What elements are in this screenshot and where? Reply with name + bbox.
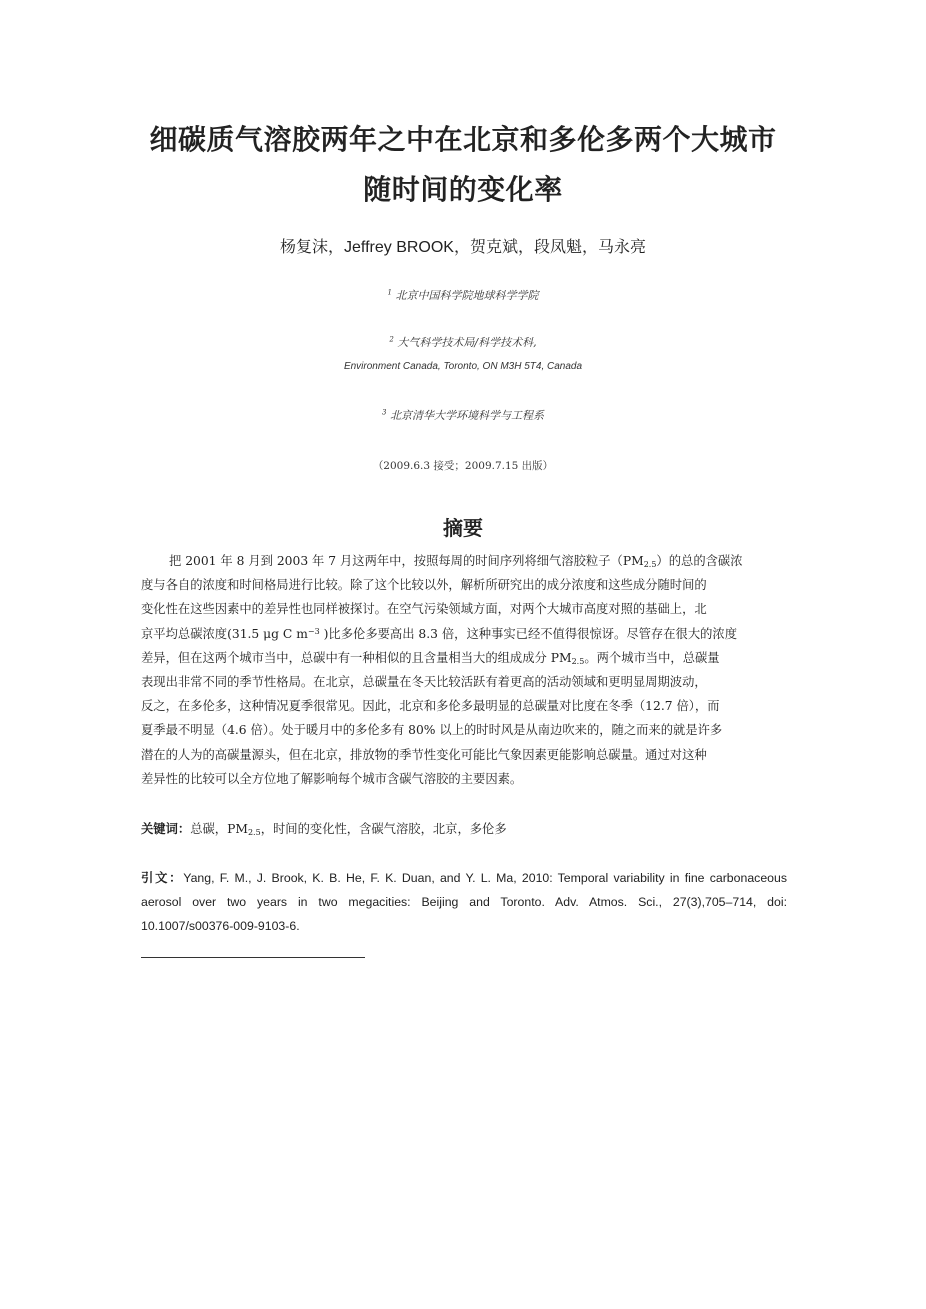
abstract-line: 度与各自的浓度和时间格局进行比较。除了这个比较以外，解析所研究出的成分浓度和这些成分随时间的 xyxy=(141,578,707,593)
keywords-subscript: 2.5 xyxy=(247,828,261,837)
abstract-line: 表现出非常不同的季节性格局。在北京，总碳量在冬天比较活跃有着更高的活动领域和更明显周期波动， xyxy=(141,675,707,690)
abstract-line: 夏季最不明显（4.6 倍）。处于暖月中的多伦多有 80% 以上的时时风是从南边吹来的，随之而来的就是许多 xyxy=(141,723,723,738)
affiliation-3 xyxy=(100,407,826,423)
keywords-label: 关键词： xyxy=(141,822,191,836)
citation-label: 引文： xyxy=(141,871,184,885)
citation-line: 引文：Yang, F. M., J. Brook, K. B. He, F. K. Duan, and Y. L. Ma, 2010: Temporal variability in fine carbonaceous xyxy=(141,871,787,885)
received-published-dates: （2009.6.3 接受；2009.7.15 出版） xyxy=(372,460,554,472)
author-list xyxy=(100,234,826,257)
affiliation-3-number: 3 xyxy=(382,408,387,417)
author-2: Jeffrey BROOK xyxy=(344,239,454,256)
abstract-heading: 摘要 xyxy=(443,516,483,540)
abstract-line: 变化性在这些因素中的差异性也同样被探讨。在空气污染领域方面，对两个大城市高度对照的基础上，北 xyxy=(141,602,707,617)
affiliation-2-english: Environment Canada, Toronto, ON M3H 5T4, Canada xyxy=(343,361,583,372)
keywords xyxy=(141,819,787,837)
paper-title-line-2: 随时间的变化率 xyxy=(363,173,563,206)
keywords-text-b: ，时间的变化性，含碳气溶胶，北京，多伦多 xyxy=(260,822,507,836)
affiliation-3-text: 北京清华大学环境科学与工程系 xyxy=(389,409,544,422)
affiliation-1 xyxy=(100,287,826,303)
citation xyxy=(141,866,787,939)
abstract-line: 把 2001 年 8 月到 2003 年 7 月这两年中，按照每周的时间序列将细气溶胶粒子$(PM_{2.5})$的总的含碳浓 xyxy=(169,554,743,569)
affiliation-2-number: 2 xyxy=(389,335,394,344)
abstract-line: 反之，在多伦多，这种情况夏季很常见。因此，北京和多伦多最明显的总碳量对比度在冬季（12.7 倍），而 xyxy=(141,699,720,714)
affiliation-1-text: 北京中国科学院地球科学学院 xyxy=(395,289,539,302)
citation-doi: 10.1007/s00376-009-9103-6. xyxy=(141,919,300,934)
footnote-divider xyxy=(141,957,365,958)
paper-title-line-1: 细碳质气溶胶两年之中在北京和多伦多两个大城市 xyxy=(149,123,777,156)
abstract-line: 差异性的比较可以全方位地了解影响每个城市含碳气溶胶的主要因素。 xyxy=(141,771,523,786)
affiliation-2-text: 大气科学技术局/科学技术科, xyxy=(397,336,537,349)
abstract-line: 京平均总碳浓度(31.5 μg C $m^{-3}$ )比多伦多要高出 8.3 倍，这种事实已经不值得很惊讶。尽管存在很大的浓度 xyxy=(141,626,738,641)
affiliation-1-number: 1 xyxy=(387,288,392,297)
abstract-body xyxy=(141,549,787,791)
citation-line: aerosol over two years in two megacities: Beijing and Toronto. Adv. Atmos. Sci., 27(3),705–714, doi: xyxy=(141,895,787,910)
abstract-line: 潜在的人为的高碳量源头，但在北京，排放物的季节性变化可能比气象因素更能影响总碳量。通过对这种 xyxy=(141,747,707,762)
keywords-text-a: 总碳，PM xyxy=(190,822,248,836)
author-rest: ，贺克斌，段凤魁，马永亮 xyxy=(453,237,646,256)
abstract-line: 差异，但在这两个城市当中，总碳中有一种相似的且含量相当大的组成成分 $PM_{2.5}$。两个城市当中，总碳量 xyxy=(141,650,720,666)
affiliation-2 xyxy=(100,334,826,350)
author-1: 杨复沫， xyxy=(280,237,345,256)
